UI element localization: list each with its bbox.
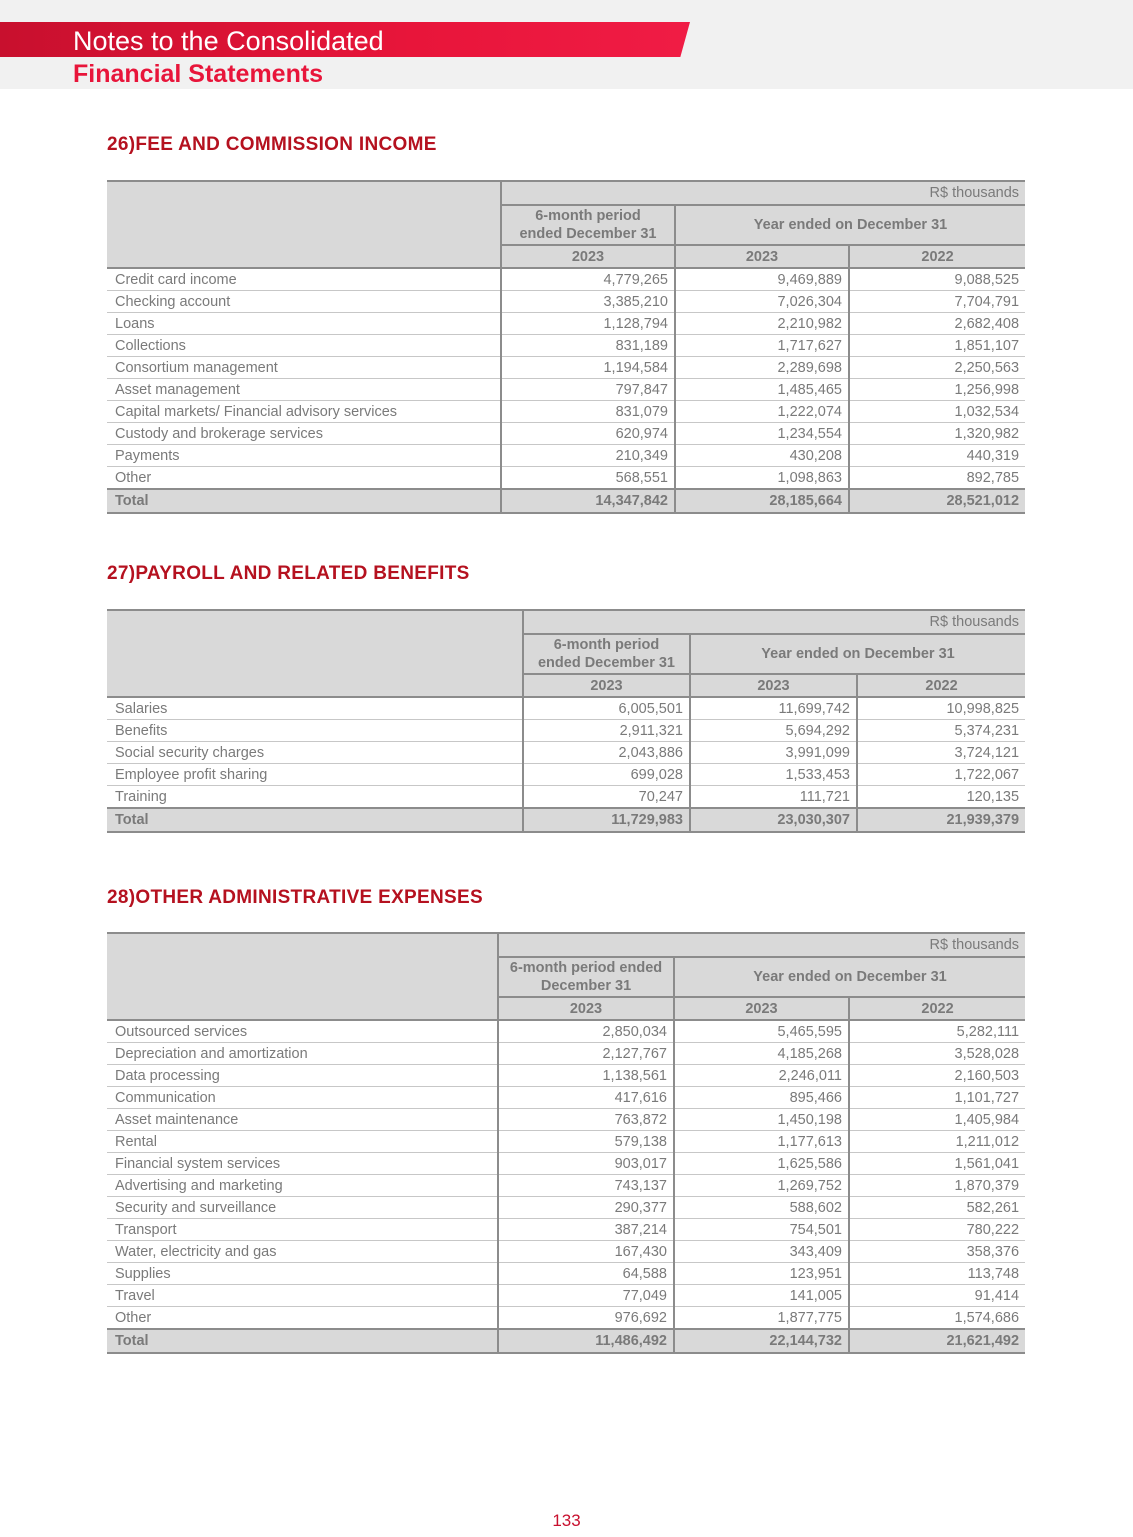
table-row (107, 1307, 1025, 1330)
table-row (107, 1065, 1025, 1087)
row-label: Custody and brokerage services (107, 423, 501, 445)
cell-year-2022: 113,748 (849, 1263, 1025, 1285)
table-row (107, 1043, 1025, 1065)
cell-year-2023: 1,485,465 (675, 379, 849, 401)
table-head-blank (107, 933, 498, 1020)
row-label: Rental (107, 1131, 498, 1153)
table-row (107, 1087, 1025, 1109)
table-row (107, 268, 1025, 291)
col-head-six-month: 6-month period ended December 31 (498, 957, 674, 997)
cell-year-2023: 7,026,304 (675, 291, 849, 313)
table-row (107, 1131, 1025, 1153)
header-title-line2: Financial Statements (73, 60, 324, 88)
cell-year-2022: 1,574,686 (849, 1307, 1025, 1330)
cell-year-2022: 120,135 (857, 786, 1025, 809)
cell-year-2023: 754,501 (674, 1219, 849, 1241)
cell-year-2023: 5,694,292 (690, 720, 857, 742)
cell-year-2022: 2,160,503 (849, 1065, 1025, 1087)
cell-six-month-2023: 77,049 (498, 1285, 674, 1307)
cell-six-month-2023: 2,911,321 (523, 720, 690, 742)
total-six-month-2023: 14,347,842 (501, 489, 675, 513)
row-label: Social security charges (107, 742, 523, 764)
col-head-2023: 2023 (674, 997, 849, 1020)
cell-year-2023: 141,005 (674, 1285, 849, 1307)
payroll-table (107, 609, 1025, 833)
table-row (107, 1109, 1025, 1131)
col-head-2023: 2023 (690, 674, 857, 697)
table-row (107, 335, 1025, 357)
cell-year-2022: 780,222 (849, 1219, 1025, 1241)
table-row (107, 423, 1025, 445)
cell-year-2023: 430,208 (675, 445, 849, 467)
cell-six-month-2023: 620,974 (501, 423, 675, 445)
table-row (107, 1175, 1025, 1197)
col-head-six-month: 6-month period ended December 31 (523, 634, 690, 674)
cell-year-2023: 2,210,982 (675, 313, 849, 335)
cell-year-2022: 91,414 (849, 1285, 1025, 1307)
total-year-2023: 28,185,664 (675, 489, 849, 513)
cell-six-month-2023: 976,692 (498, 1307, 674, 1330)
cell-year-2022: 1,256,998 (849, 379, 1025, 401)
cell-six-month-2023: 699,028 (523, 764, 690, 786)
cell-year-2022: 892,785 (849, 467, 1025, 490)
fee-commission-table (107, 180, 1025, 514)
table-row (107, 1241, 1025, 1263)
table-row (107, 291, 1025, 313)
cell-year-2022: 2,682,408 (849, 313, 1025, 335)
row-label: Capital markets/ Financial advisory services (107, 401, 501, 423)
cell-six-month-2023: 1,128,794 (501, 313, 675, 335)
row-label: Financial system services (107, 1153, 498, 1175)
cell-year-2022: 1,320,982 (849, 423, 1025, 445)
cell-six-month-2023: 387,214 (498, 1219, 674, 1241)
table-row (107, 1153, 1025, 1175)
total-label: Total (107, 489, 501, 513)
cell-six-month-2023: 210,349 (501, 445, 675, 467)
table-row (107, 1285, 1025, 1307)
col-head-2023-half: 2023 (523, 674, 690, 697)
cell-six-month-2023: 2,043,886 (523, 742, 690, 764)
total-six-month-2023: 11,486,492 (498, 1329, 674, 1353)
cell-year-2023: 1,717,627 (675, 335, 849, 357)
row-label: Communication (107, 1087, 498, 1109)
cell-year-2023: 588,602 (674, 1197, 849, 1219)
cell-year-2022: 5,374,231 (857, 720, 1025, 742)
header-title-line1: Notes to the Consolidated (73, 26, 384, 56)
cell-year-2022: 3,528,028 (849, 1043, 1025, 1065)
cell-year-2023: 2,246,011 (674, 1065, 849, 1087)
total-label: Total (107, 1329, 498, 1353)
row-label: Data processing (107, 1065, 498, 1087)
cell-six-month-2023: 290,377 (498, 1197, 674, 1219)
row-label: Security and surveillance (107, 1197, 498, 1219)
row-label: Loans (107, 313, 501, 335)
cell-year-2022: 1,032,534 (849, 401, 1025, 423)
table-row (107, 313, 1025, 335)
col-head-2022: 2022 (849, 997, 1025, 1020)
table-row (107, 1219, 1025, 1241)
cell-six-month-2023: 579,138 (498, 1131, 674, 1153)
table-row (107, 401, 1025, 423)
cell-year-2023: 2,289,698 (675, 357, 849, 379)
row-label: Consortium management (107, 357, 501, 379)
cell-year-2022: 1,870,379 (849, 1175, 1025, 1197)
unit-label: R$ thousands (523, 610, 1025, 634)
cell-year-2023: 1,222,074 (675, 401, 849, 423)
cell-year-2022: 1,211,012 (849, 1131, 1025, 1153)
total-year-2022: 21,939,379 (857, 808, 1025, 832)
row-label: Asset management (107, 379, 501, 401)
table-row (107, 786, 1025, 809)
total-six-month-2023: 11,729,983 (523, 808, 690, 832)
cell-year-2023: 123,951 (674, 1263, 849, 1285)
row-label: Depreciation and amortization (107, 1043, 498, 1065)
table-row (107, 1197, 1025, 1219)
table-row (107, 357, 1025, 379)
cell-six-month-2023: 743,137 (498, 1175, 674, 1197)
cell-year-2023: 1,269,752 (674, 1175, 849, 1197)
col-head-2023-half: 2023 (498, 997, 674, 1020)
table-head-blank (107, 610, 523, 697)
row-label: Credit card income (107, 268, 501, 291)
cell-year-2022: 1,561,041 (849, 1153, 1025, 1175)
row-label: Supplies (107, 1263, 498, 1285)
cell-year-2023: 1,877,775 (674, 1307, 849, 1330)
cell-year-2023: 4,185,268 (674, 1043, 849, 1065)
cell-year-2022: 2,250,563 (849, 357, 1025, 379)
cell-year-2022: 1,405,984 (849, 1109, 1025, 1131)
cell-year-2023: 1,234,554 (675, 423, 849, 445)
cell-year-2023: 895,466 (674, 1087, 849, 1109)
row-label: Asset maintenance (107, 1109, 498, 1131)
cell-year-2022: 7,704,791 (849, 291, 1025, 313)
col-head-year-ended: Year ended on December 31 (690, 634, 1025, 674)
cell-six-month-2023: 70,247 (523, 786, 690, 809)
cell-six-month-2023: 568,551 (501, 467, 675, 490)
cell-year-2023: 5,465,595 (674, 1020, 849, 1043)
row-label: Collections (107, 335, 501, 357)
table-head-blank (107, 181, 501, 268)
row-label: Other (107, 1307, 498, 1330)
total-year-2022: 28,521,012 (849, 489, 1025, 513)
cell-six-month-2023: 167,430 (498, 1241, 674, 1263)
cell-year-2023: 9,469,889 (675, 268, 849, 291)
table-row (107, 1020, 1025, 1043)
table-row (107, 764, 1025, 786)
cell-year-2023: 1,098,863 (675, 467, 849, 490)
row-label: Other (107, 467, 501, 490)
cell-year-2023: 111,721 (690, 786, 857, 809)
row-label: Salaries (107, 697, 523, 720)
col-head-year-ended: Year ended on December 31 (674, 957, 1025, 997)
cell-year-2023: 343,409 (674, 1241, 849, 1263)
row-label: Payments (107, 445, 501, 467)
section-title-admin-expenses: 28)OTHER ADMINISTRATIVE EXPENSES (107, 887, 483, 908)
table-row (107, 697, 1025, 720)
table-row (107, 445, 1025, 467)
cell-year-2023: 1,177,613 (674, 1131, 849, 1153)
cell-year-2023: 11,699,742 (690, 697, 857, 720)
table-row (107, 379, 1025, 401)
cell-year-2022: 10,998,825 (857, 697, 1025, 720)
cell-six-month-2023: 6,005,501 (523, 697, 690, 720)
col-head-six-month: 6-month period ended December 31 (501, 205, 675, 245)
cell-six-month-2023: 1,138,561 (498, 1065, 674, 1087)
total-row (107, 1329, 1025, 1353)
page-number: 133 (552, 1511, 581, 1530)
total-label: Total (107, 808, 523, 832)
cell-year-2022: 3,724,121 (857, 742, 1025, 764)
cell-year-2023: 1,450,198 (674, 1109, 849, 1131)
cell-year-2022: 1,101,727 (849, 1087, 1025, 1109)
cell-six-month-2023: 3,385,210 (501, 291, 675, 313)
cell-year-2022: 9,088,525 (849, 268, 1025, 291)
cell-six-month-2023: 903,017 (498, 1153, 674, 1175)
cell-six-month-2023: 417,616 (498, 1087, 674, 1109)
table-row (107, 720, 1025, 742)
cell-year-2022: 5,282,111 (849, 1020, 1025, 1043)
row-label: Training (107, 786, 523, 809)
row-label: Benefits (107, 720, 523, 742)
row-label: Advertising and marketing (107, 1175, 498, 1197)
cell-year-2022: 1,851,107 (849, 335, 1025, 357)
cell-year-2022: 440,319 (849, 445, 1025, 467)
col-head-2022: 2022 (849, 245, 1025, 268)
cell-year-2023: 1,625,586 (674, 1153, 849, 1175)
cell-six-month-2023: 831,079 (501, 401, 675, 423)
cell-six-month-2023: 1,194,584 (501, 357, 675, 379)
row-label: Water, electricity and gas (107, 1241, 498, 1263)
col-head-2023: 2023 (675, 245, 849, 268)
row-label: Travel (107, 1285, 498, 1307)
table-row (107, 1263, 1025, 1285)
cell-year-2022: 1,722,067 (857, 764, 1025, 786)
total-row (107, 489, 1025, 513)
row-label: Checking account (107, 291, 501, 313)
col-head-2022: 2022 (857, 674, 1025, 697)
total-year-2023: 22,144,732 (674, 1329, 849, 1353)
cell-year-2022: 358,376 (849, 1241, 1025, 1263)
row-label: Outsourced services (107, 1020, 498, 1043)
col-head-year-ended: Year ended on December 31 (675, 205, 1025, 245)
cell-six-month-2023: 763,872 (498, 1109, 674, 1131)
cell-six-month-2023: 2,850,034 (498, 1020, 674, 1043)
cell-six-month-2023: 2,127,767 (498, 1043, 674, 1065)
section-title-payroll: 27)PAYROLL AND RELATED BENEFITS (107, 563, 470, 584)
row-label: Employee profit sharing (107, 764, 523, 786)
cell-six-month-2023: 831,189 (501, 335, 675, 357)
col-head-2023-half: 2023 (501, 245, 675, 268)
admin-expenses-table (107, 932, 1025, 1354)
total-year-2023: 23,030,307 (690, 808, 857, 832)
cell-six-month-2023: 797,847 (501, 379, 675, 401)
cell-year-2023: 3,991,099 (690, 742, 857, 764)
unit-label: R$ thousands (498, 933, 1025, 957)
unit-label: R$ thousands (501, 181, 1025, 205)
table-row (107, 467, 1025, 490)
table-row (107, 742, 1025, 764)
total-year-2022: 21,621,492 (849, 1329, 1025, 1353)
total-row (107, 808, 1025, 832)
section-title-fee-commission: 26)FEE AND COMMISSION INCOME (107, 134, 437, 155)
cell-year-2022: 582,261 (849, 1197, 1025, 1219)
row-label: Transport (107, 1219, 498, 1241)
cell-six-month-2023: 4,779,265 (501, 268, 675, 291)
cell-six-month-2023: 64,588 (498, 1263, 674, 1285)
cell-year-2023: 1,533,453 (690, 764, 857, 786)
